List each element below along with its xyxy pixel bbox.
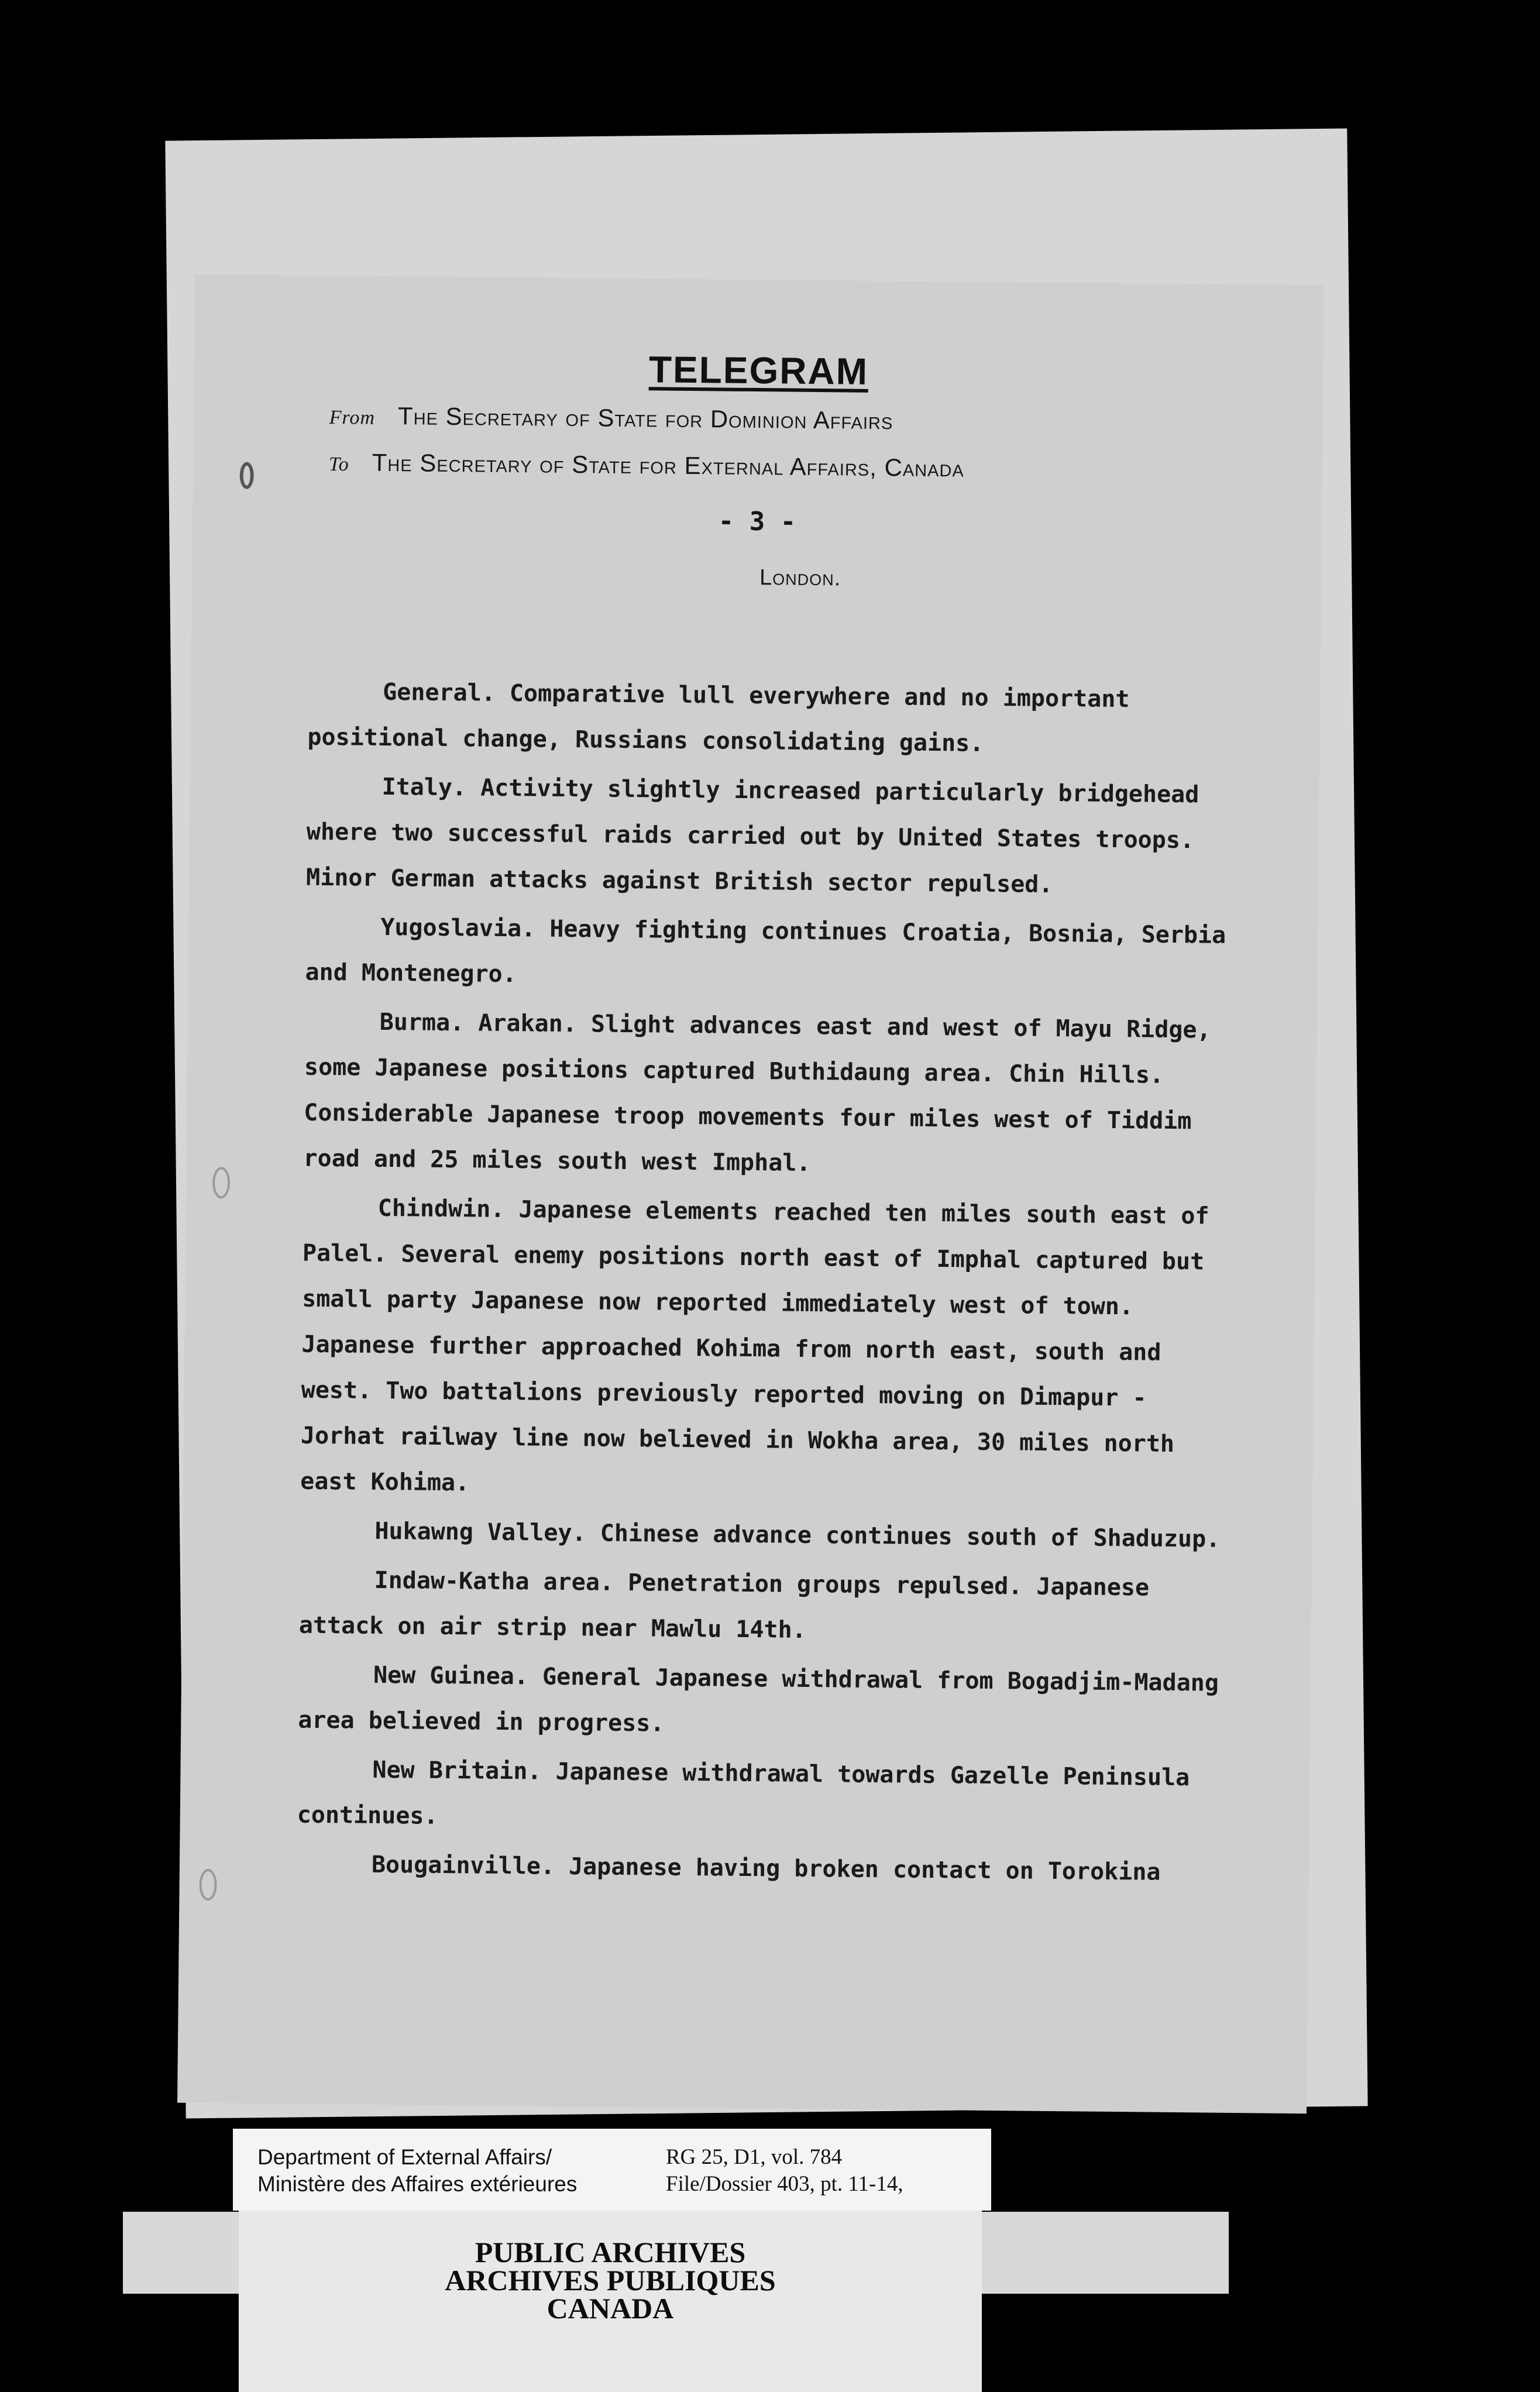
paragraph-bougainville: Bougainville. Japanese having broken contact on Torokina [371, 1851, 1161, 1886]
telegram-body [297, 669, 1233, 1899]
to-label: To [328, 453, 349, 476]
page-number: - 3 - [718, 506, 796, 537]
paragraph-new-guinea: New Guinea. General Japanese withdrawal from Bogadjim-Madang area believed in progress. [298, 1661, 1219, 1737]
stamp-line-fr: ARCHIVES PUBLIQUES [445, 2264, 776, 2297]
paragraph-hukawng: Hukawng Valley. Chinese advance continues south of Shaduzup. [374, 1517, 1221, 1553]
archives-stamp [239, 2236, 982, 2325]
department-fr: Ministère des Affaires extérieures [257, 2172, 578, 2196]
stamp-line-en: PUBLIC ARCHIVES [475, 2236, 746, 2269]
binder-hole-mark [240, 462, 254, 489]
place-of-origin: London. [759, 565, 841, 591]
stamp-line-country: CANADA [546, 2292, 674, 2325]
file-reference [666, 2144, 903, 2198]
binder-hole-mark [199, 1869, 217, 1900]
paragraph-yugoslavia: Yugoslavia. Heavy fighting continues Croatia, Bosnia, Serbia and Montenegro. [305, 913, 1226, 988]
paragraph-new-britain: New Britain. Japanese withdrawal towards Gazelle Peninsula continues. [297, 1756, 1190, 1830]
telegram-heading: TELEGRAM [648, 348, 869, 393]
telegram-page [177, 274, 1324, 2113]
archive-reference-label [233, 2129, 991, 2211]
paragraph-italy: Italy. Activity slightly increased particularly bridgehead where two successful raids carried out by United States troops. Minor German attacks against British sector repulsed. [305, 773, 1199, 898]
from-value: The Secretary of State for Dominion Affairs [397, 402, 893, 435]
from-line [329, 401, 893, 435]
department-name [257, 2144, 577, 2198]
to-line [329, 448, 964, 482]
to-value: The Secretary of State for External Affairs, Canada [372, 448, 965, 482]
record-group: RG 25, D1, vol. 784 [666, 2145, 843, 2169]
department-en: Department of External Affairs/ [257, 2145, 552, 2169]
paragraph-general: General. Comparative lull everywhere and no important positional change, Russians consolidating gains. [307, 678, 1130, 757]
binder-hole-mark [212, 1167, 231, 1198]
paragraph-burma: Burma. Arakan. Slight advances east and west of Mayu Ridge, some Japanese positions captured Buthidaung area. Chin Hills. Considerable Japanese troop movements four miles west of Tiddim road and 25 miles south west Imphal. [303, 1008, 1211, 1177]
from-label: From [329, 407, 376, 429]
file-dossier: File/Dossier 403, pt. 11-14, [666, 2172, 903, 2196]
paragraph-indaw-katha: Indaw-Katha area. Penetration groups repulsed. Japanese attack on air strip near Mawlu 14th. [298, 1566, 1150, 1644]
paragraph-chindwin: Chindwin. Japanese elements reached ten miles south east of Palel. Several enemy positions north east of Imphal captured but small party Japanese now reported immediately west of town. Japanese further approached Kohima from north east, south and west. Two battalions previously reported moving on Dimapur - Jorhat railway line now believed in Wokha area, 30 miles north east Kohima. [300, 1194, 1209, 1497]
